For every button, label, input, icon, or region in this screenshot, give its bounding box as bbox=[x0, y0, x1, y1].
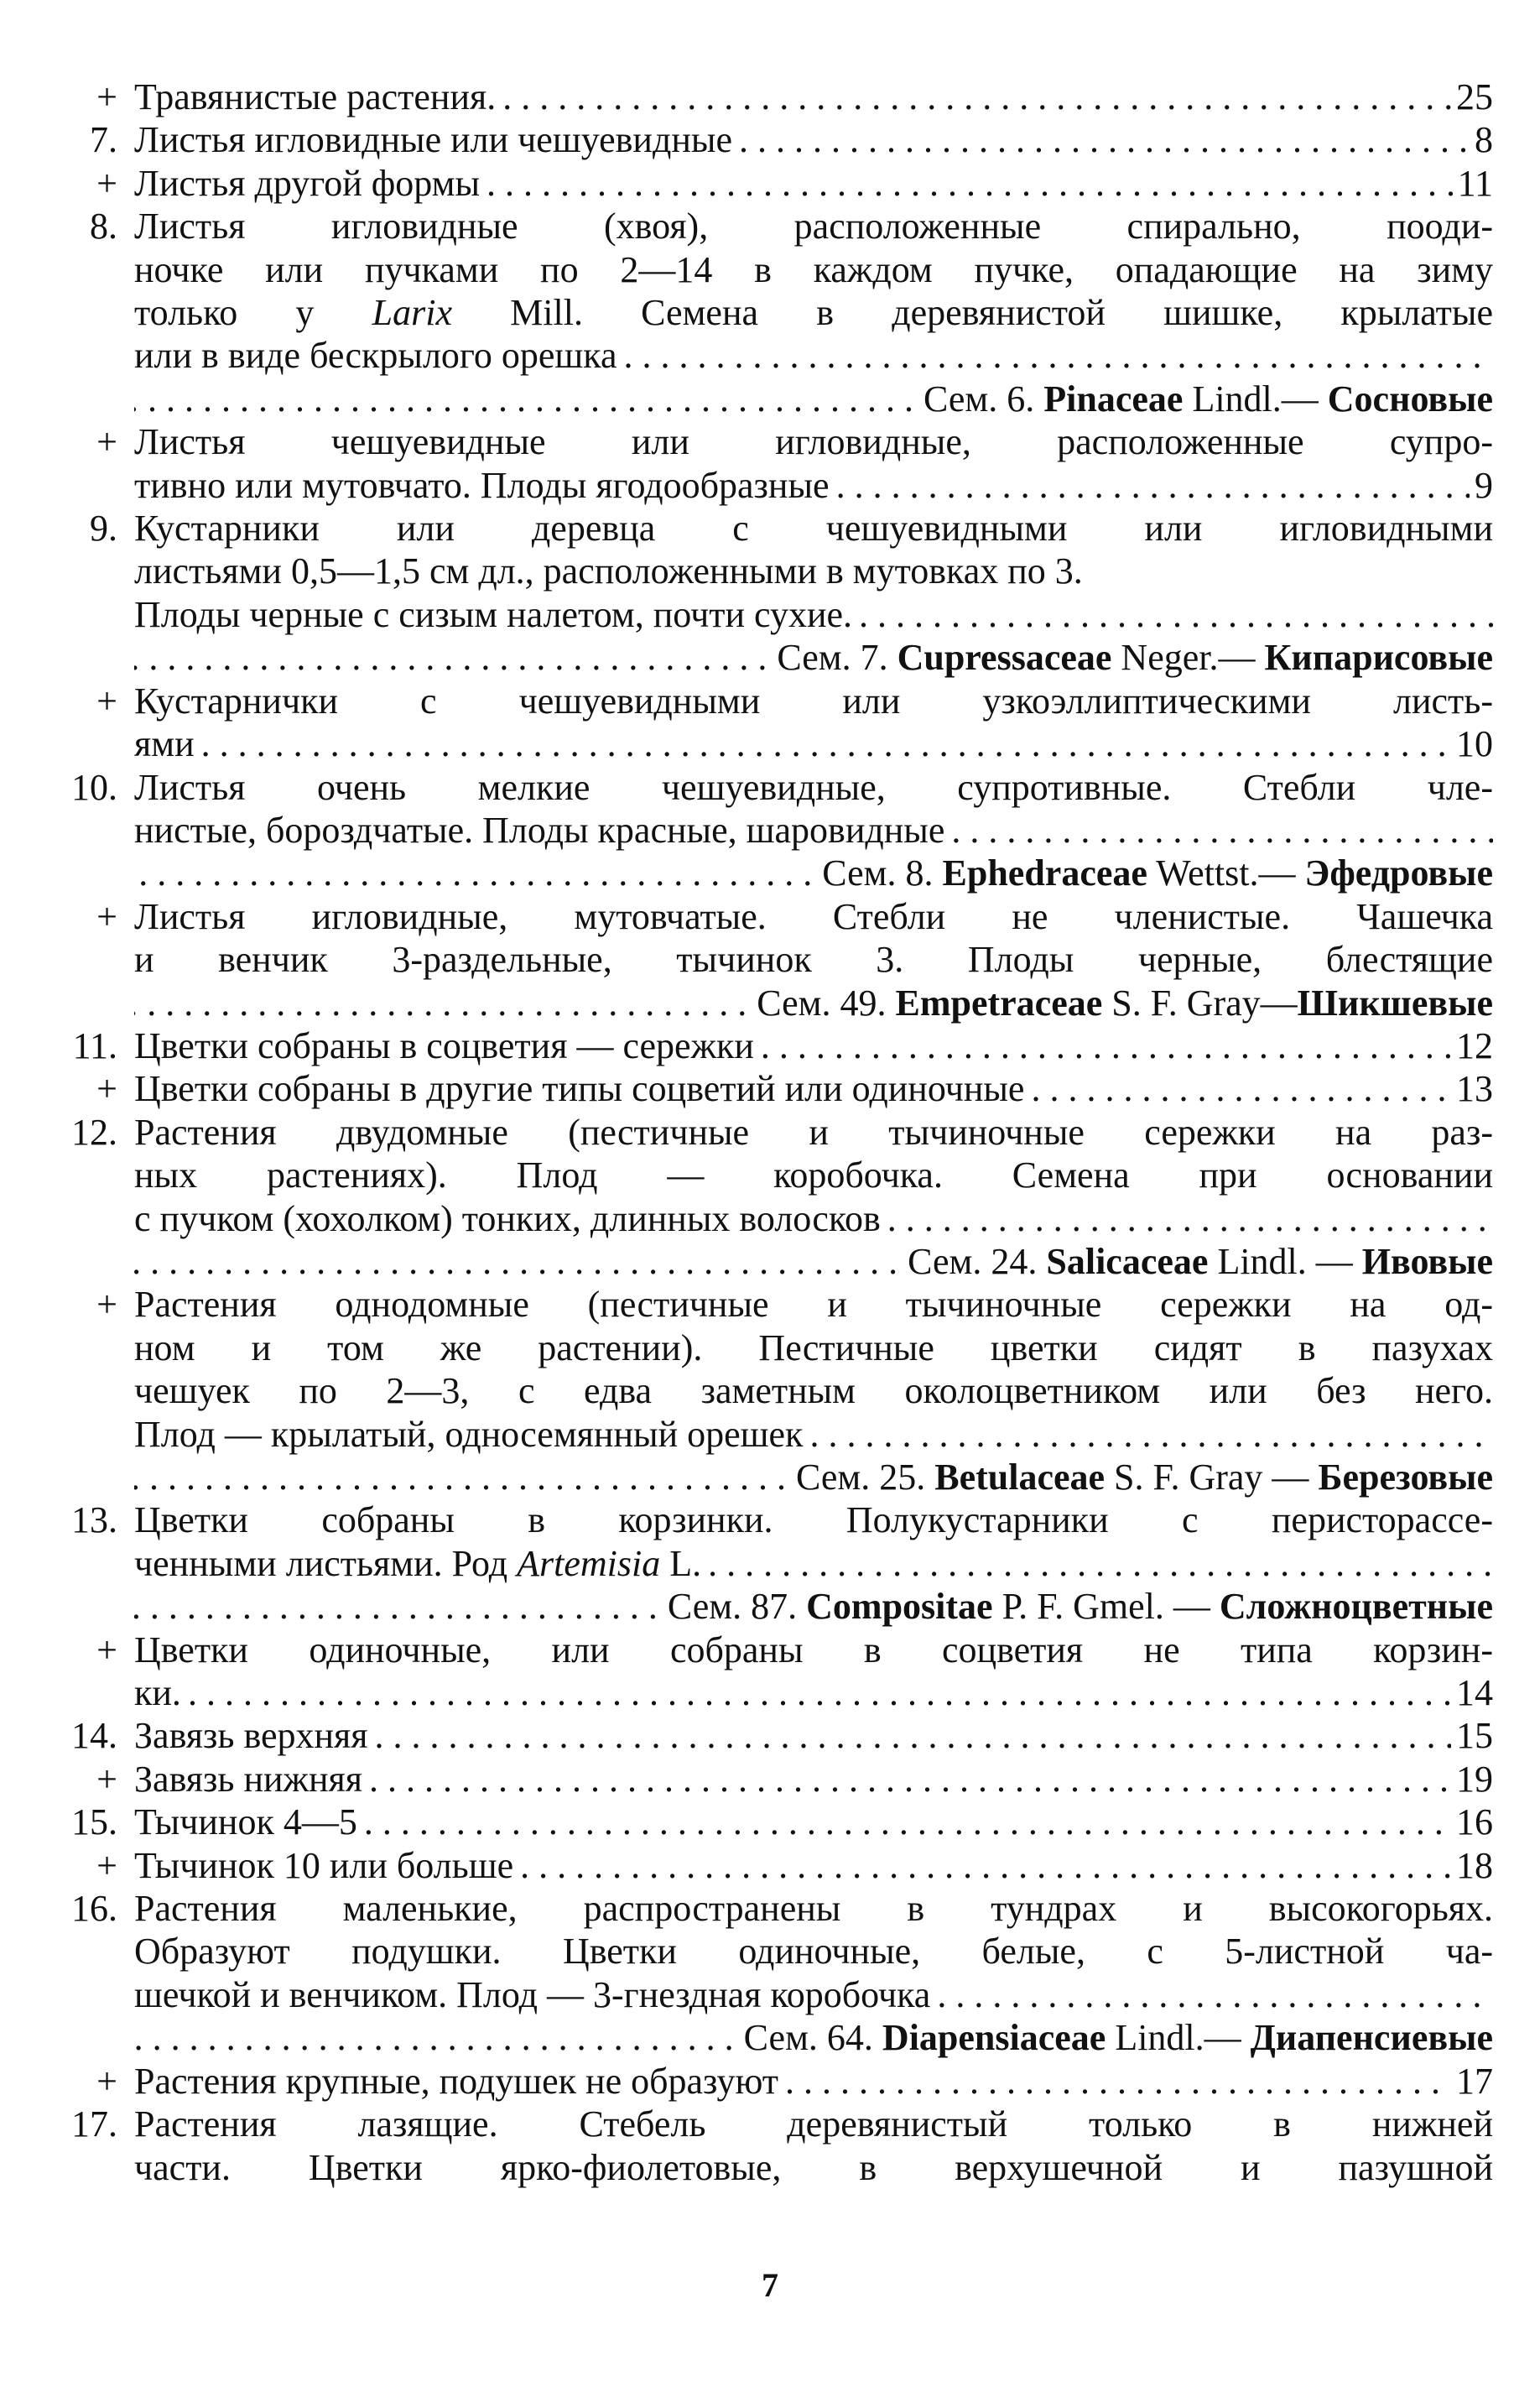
entry-text: Листья очень мелкие чешуевидные, супротивные. Стебли чле- bbox=[134, 766, 1493, 808]
entry-text: и венчик 3-раздельные, тычинок 3. Плоды черные, блестящие bbox=[134, 939, 1493, 981]
entry-number: 12. bbox=[71, 1111, 117, 1153]
family-latin: Compositae bbox=[806, 1586, 993, 1628]
family-number: Сем. 8. bbox=[822, 852, 934, 894]
entry-ref: 15 bbox=[1456, 1715, 1493, 1757]
key-entry bbox=[34, 1801, 1493, 1843]
entry-text: Листья игловидные (хвоя), расположенные спирально, пооди- bbox=[134, 206, 1493, 248]
family-line bbox=[134, 852, 1493, 894]
key-entry bbox=[34, 1629, 1493, 1715]
entry-text: Кустарнички с чешуевидными или узкоэллиптическими листь- bbox=[134, 680, 1493, 722]
family-russian: Березовые bbox=[1318, 1457, 1493, 1498]
family-author: Lindl.— bbox=[1192, 378, 1319, 420]
genus-name: Larix bbox=[372, 292, 452, 334]
entry-ref: 9 bbox=[1475, 464, 1493, 506]
key-entry bbox=[34, 1024, 1493, 1067]
family-latin: Salicaceae bbox=[1046, 1240, 1209, 1282]
family-latin: Empetraceae bbox=[895, 982, 1103, 1024]
family-line bbox=[134, 2016, 1493, 2059]
entry-text: с пучком (хохолком) тонких, длинных волосков bbox=[134, 1197, 881, 1239]
family-latin: Diapensiaceae bbox=[882, 2017, 1106, 2059]
entry-ref: 12 bbox=[1456, 1024, 1493, 1066]
family-author: P. F. Gmel. — bbox=[1002, 1586, 1210, 1628]
key-entry bbox=[34, 118, 1493, 161]
entry-ref: 19 bbox=[1456, 1758, 1493, 1800]
family-number: Сем. 25. bbox=[795, 1457, 926, 1498]
entry-number: + bbox=[96, 2060, 117, 2102]
entry-number: + bbox=[96, 76, 117, 117]
family-russian: Диапенсиевые bbox=[1250, 2017, 1493, 2059]
key-entry bbox=[34, 1067, 1493, 1110]
entry-text: ями bbox=[134, 723, 195, 765]
key-entry bbox=[34, 507, 1493, 680]
key-entry bbox=[34, 420, 1493, 507]
entry-text: Цветки собраны в корзинки. Полукустарники с перисторассе- bbox=[134, 1499, 1493, 1541]
key-entry bbox=[34, 76, 1493, 118]
key-entry bbox=[34, 162, 1493, 205]
entry-text: части. Цветки ярко-фиолетовые, в верхушечной и пазушной bbox=[134, 2146, 1493, 2188]
family-russian: Эфедровые bbox=[1304, 852, 1493, 894]
entry-ref: 11 bbox=[1457, 162, 1493, 204]
family-russian: Шикшевые bbox=[1297, 982, 1493, 1024]
entry-text: Растения двудомные (пестичные и тычиночные сережки на раз- bbox=[134, 1111, 1493, 1153]
family-author: Lindl. — bbox=[1217, 1240, 1353, 1282]
entry-number: 13. bbox=[71, 1499, 117, 1541]
key-page bbox=[34, 76, 1493, 2189]
entry-text: Листья другой формы bbox=[134, 162, 481, 204]
entry-text: Завязь верхняя bbox=[134, 1715, 368, 1757]
entry-number: + bbox=[96, 421, 117, 463]
family-number: Сем. 49. bbox=[757, 982, 887, 1024]
entry-ref: 10 bbox=[1456, 723, 1493, 765]
entry-text: или в виде бескрылого орешка bbox=[134, 335, 617, 377]
entry-number: + bbox=[96, 1844, 117, 1886]
family-number: Сем. 87. bbox=[667, 1586, 798, 1628]
entry-text: Цветки собраны в другие типы соцветий или одиночные bbox=[134, 1068, 1025, 1110]
family-number: Сем. 64. bbox=[743, 2017, 873, 2059]
entry-text: Кустарники или деревца с чешуевидными или игловидными bbox=[134, 508, 1493, 550]
family-latin: Betulaceae bbox=[934, 1457, 1106, 1498]
family-russian: Сосновые bbox=[1327, 378, 1493, 420]
family-author: Lindl.— bbox=[1115, 2017, 1241, 2059]
genus-name: Artemisia bbox=[517, 1542, 661, 1584]
entry-ref: 13 bbox=[1456, 1068, 1493, 1110]
entry-text: Растения лазящие. Стебель деревянистый только в нижней bbox=[134, 2103, 1493, 2145]
entry-number: 15. bbox=[71, 1801, 117, 1843]
family-russian: Сложноцветные bbox=[1219, 1586, 1493, 1628]
family-number: Сем. 7. bbox=[777, 637, 888, 679]
entry-number: + bbox=[96, 1758, 117, 1800]
family-number: Сем. 24. bbox=[908, 1240, 1038, 1282]
entry-text: ченными листьями. Род Artemisia L. bbox=[134, 1542, 702, 1584]
entry-text: Образуют подушки. Цветки одиночные, белые, с 5-листной ча- bbox=[134, 1931, 1493, 1973]
entry-number: 10. bbox=[71, 766, 117, 808]
entry-text: Растения однодомные (пестичные и тычиночные сережки на од- bbox=[134, 1284, 1493, 1326]
entry-text: ном и том же растении). Пестичные цветки сидят в пазухах bbox=[134, 1326, 1493, 1368]
entry-number: + bbox=[96, 895, 117, 937]
entry-text: ки. bbox=[134, 1672, 181, 1714]
entry-ref: 16 bbox=[1456, 1801, 1493, 1843]
family-line bbox=[134, 636, 1493, 679]
key-entry bbox=[34, 205, 1493, 420]
entry-number: 9. bbox=[90, 508, 117, 550]
entry-text: Плод — крылатый, односемянный орешек bbox=[134, 1413, 804, 1455]
entry-number: 11. bbox=[72, 1024, 117, 1066]
family-russian: Кипарисовые bbox=[1264, 637, 1493, 679]
entry-text: Листья игловидные, мутовчатые. Стебли не членистые. Чашечка bbox=[134, 895, 1493, 937]
entry-ref: 25 bbox=[1456, 76, 1493, 117]
entry-ref: 8 bbox=[1475, 119, 1493, 161]
family-latin: Cupressaceae bbox=[897, 637, 1112, 679]
entry-number: 14. bbox=[71, 1715, 117, 1757]
key-entry bbox=[34, 2060, 1493, 2103]
entry-text: Листья чешуевидные или игловидные, расположенные супро- bbox=[134, 421, 1493, 463]
entry-number: + bbox=[96, 162, 117, 204]
family-number: Сем. 6. bbox=[923, 378, 1035, 420]
key-entry bbox=[34, 1887, 1493, 2060]
family-author: S. F. Gray— bbox=[1111, 982, 1298, 1024]
entry-number: 17. bbox=[71, 2103, 117, 2145]
entry-number: + bbox=[96, 1284, 117, 1326]
entry-number: 7. bbox=[90, 119, 117, 161]
entry-number: + bbox=[96, 1629, 117, 1670]
family-latin: Pinaceae bbox=[1043, 378, 1184, 420]
entry-text: только у Larix Mill. Семена в деревянистой шишке, крылатые bbox=[134, 292, 1494, 334]
family-line bbox=[134, 1240, 1493, 1283]
key-entry bbox=[34, 2103, 1493, 2189]
entry-text: Цветки одиночные, или собраны в соцветия не типа корзин- bbox=[134, 1629, 1493, 1670]
entry-text: ночке или пучками по 2—14 в каждом пучке, опадающие на зиму bbox=[134, 248, 1493, 290]
entry-ref: 17 bbox=[1456, 2060, 1493, 2102]
family-russian: Ивовые bbox=[1361, 1240, 1493, 1282]
key-entry bbox=[34, 1714, 1493, 1757]
entry-text: Тычинок 10 или больше bbox=[134, 1844, 514, 1886]
entry-ref: 14 bbox=[1456, 1672, 1493, 1714]
family-line bbox=[134, 1585, 1493, 1628]
key-entry bbox=[34, 1283, 1493, 1498]
entry-number: 16. bbox=[71, 1888, 117, 1930]
family-latin: Ephedraceae bbox=[942, 852, 1147, 894]
entry-text: Травянистые растения. bbox=[134, 76, 497, 117]
entry-text: шечкой и венчиком. Плод — 3-гнездная коробочка bbox=[134, 1973, 931, 2015]
entry-text: ных растениях). Плод — коробочка. Семена при основании bbox=[134, 1154, 1493, 1196]
family-line bbox=[134, 982, 1493, 1024]
entry-text: тивно или мутовчато. Плоды ягодообразные bbox=[134, 464, 830, 506]
entry-text: Цветки собраны в соцветия — сережки bbox=[134, 1024, 754, 1066]
key-entry bbox=[34, 1844, 1493, 1887]
entry-ref: 18 bbox=[1456, 1844, 1493, 1886]
key-entry bbox=[34, 680, 1493, 766]
key-entry bbox=[34, 1758, 1493, 1801]
entry-text: чешуек по 2—3, с едва заметным околоцветником или без него. bbox=[134, 1370, 1493, 1412]
entry-text: Растения крупные, подушек не образуют bbox=[134, 2060, 779, 2102]
entry-number: 8. bbox=[90, 206, 117, 248]
key-entry bbox=[34, 1498, 1493, 1628]
family-author: Neger.— bbox=[1121, 637, 1256, 679]
family-line bbox=[134, 1456, 1493, 1498]
entry-number: + bbox=[96, 680, 117, 722]
family-author: Wettst.— bbox=[1156, 852, 1296, 894]
entry-text: нистые, бороздчатые. Плоды красные, шаровидные bbox=[134, 809, 945, 851]
entry-text: Плоды черные с сизым налетом, почти сухие. bbox=[134, 593, 853, 635]
entry-text: Завязь нижняя bbox=[134, 1758, 362, 1800]
entry-number: + bbox=[96, 1068, 117, 1110]
family-line bbox=[134, 378, 1493, 420]
key-entry bbox=[34, 766, 1493, 895]
entry-text: Растения маленькие, распространены в тундрах и высокогорьях. bbox=[134, 1888, 1493, 1930]
entry-text: Листья игловидные или чешуевидные bbox=[134, 119, 733, 161]
key-entry bbox=[34, 1111, 1493, 1284]
family-author: S. F. Gray — bbox=[1114, 1457, 1309, 1498]
page-number: 7 bbox=[762, 2266, 778, 2304]
entry-text: Тычинок 4—5 bbox=[134, 1801, 357, 1843]
entry-text: листьями 0,5—1,5 см дл., расположенными в мутовках по 3. bbox=[134, 550, 1083, 592]
key-entry bbox=[34, 895, 1493, 1024]
